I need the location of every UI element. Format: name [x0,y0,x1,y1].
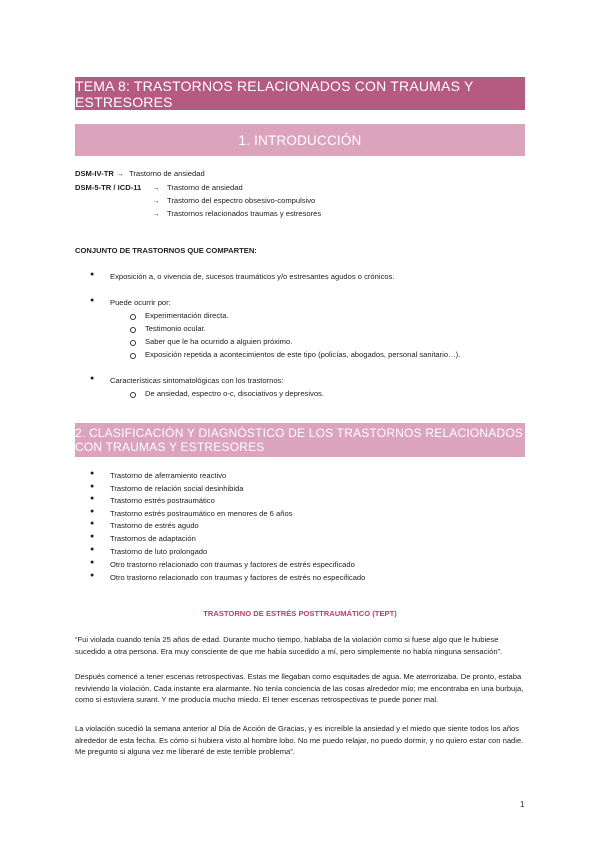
bullet-icon: ● [90,297,95,304]
list-item: Trastorno de aferramiento reactivo [110,471,227,480]
bullet-icon: ● [90,533,95,540]
arrow-icon: → [152,196,160,205]
list-item: Trastorno estrés postraumático en menores de 6 años [110,509,293,518]
dsm4-label: DSM-IV-TR [75,169,114,178]
dsm4-value: Trastorno de ansiedad [129,169,205,178]
sub-list-item: Testimonio ocular. [145,324,206,333]
bullet-icon: ● [90,271,95,278]
shared-heading: CONJUNTO DE TRASTORNOS QUE COMPARTEN: [75,246,257,255]
bullet-icon: ● [90,572,95,579]
bullet-icon: ● [90,559,95,566]
list-item: Trastornos de adaptación [110,534,196,543]
quote-paragraph: Después comencé a tener escenas retrospectivas. Estas me llegaban como esquitades de agua. Me aterrorizaba. De pronto, estaba reviviendo la violación. Cada instante era alarmante. No tenía conciencia de las cosas alrededor mío; me encontraba en una burbuja, como si estuviera surant. Y me producía mucho miedo. El tener escenas retrospectivas te puede poner mal. [75,672,524,704]
bullet-icon: ● [90,508,95,515]
dsm5-label: DSM-5-TR / ICD-11 [75,183,142,192]
section-heading-introduccion: 1. INTRODUCCIÓN [75,124,525,156]
sub-list-item: Experimentación directa. [145,311,229,320]
circle-bullet-icon [130,392,136,398]
list-item: Otro trastorno relacionado con traumas y factores de estrés no especificado [110,573,366,582]
dsm5-value: Trastorno de ansiedad [167,183,243,192]
list-item: Otro trastorno relacionado con traumas y factores de estrés especificado [110,560,355,569]
dsm5-value: Trastornos relacionados traumas y estresores [167,209,322,218]
circle-bullet-icon [130,314,136,320]
dsm5-value: Trastorno del espectro obsesivo-compulsivo [167,196,316,205]
sub-list-item: Saber que le ha ocurrido a alguien próximo. [145,337,293,346]
circle-bullet-icon [130,353,136,359]
quote-paragraph: “Fui violada cuando tenía 25 años de edad. Durante mucho tiempo, hablaba de la violación como si fuese algo que le hubiese sucedido a otra persona. Era muy consciente de que me había sucedido a mí, pero simplemente no había ninguna sensación”. [75,635,503,656]
bullet-icon: ● [90,495,95,502]
circle-bullet-icon [130,327,136,333]
sub-list-item: De ansiedad, espectro o-c, disociativos y depresivos. [145,389,324,398]
list-item: Trastorno de estrés agudo [110,521,199,530]
bullet-icon: ● [90,470,95,477]
list-item: Puede ocurrir por: [110,298,171,307]
list-item: Características sintomatológicas con los trastornos: [110,376,284,385]
list-item: Trastorno de luto prolongado [110,547,208,556]
list-item: Exposición a, o vivencia de, sucesos traumáticos y/o estresantes agudos o crónicos. [110,272,395,281]
tept-subheading: TRASTORNO DE ESTRÉS POSTTRAUMÁTICO (TEPT) [203,609,397,618]
arrow-icon: → [116,169,124,178]
arrow-icon: → [152,183,160,192]
section-heading-clasificacion: 2. CLASIFICACIÓN Y DIAGNÓSTICO DE LOS TRASTORNOS RELACIONADOS CON TRAUMAS Y ESTRESORES [75,423,525,457]
bullet-icon: ● [90,546,95,553]
circle-bullet-icon [130,340,136,346]
bullet-icon: ● [90,483,95,490]
list-item: Trastorno estrés postraumático [110,496,215,505]
quote-paragraph: La violación sucedió la semana anterior al Día de Acción de Gracias, y es increíble la ansiedad y el miedo que siente todos los años alrededor de esta fecha. Es cómo si hubiera visto al hombre lobo. No me puedo relajar, no puedo dormir, y no quiero estar con nadie. Me pregunto si alguna vez me liberaré de este terrible problema”. [75,724,524,756]
page-number: 1 [520,800,525,809]
bullet-icon: ● [90,375,95,382]
bullet-icon: ● [90,520,95,527]
sub-list-item: Exposición repetida a acontecimientos de este tipo (policías, abogados, personal sanitario…). [145,350,461,359]
list-item: Trastorno de relación social desinhibida [110,484,244,493]
page-title: TEMA 8: TRASTORNOS RELACIONADOS CON TRAUMAS Y ESTRESORES [75,77,525,110]
arrow-icon: → [152,209,160,218]
